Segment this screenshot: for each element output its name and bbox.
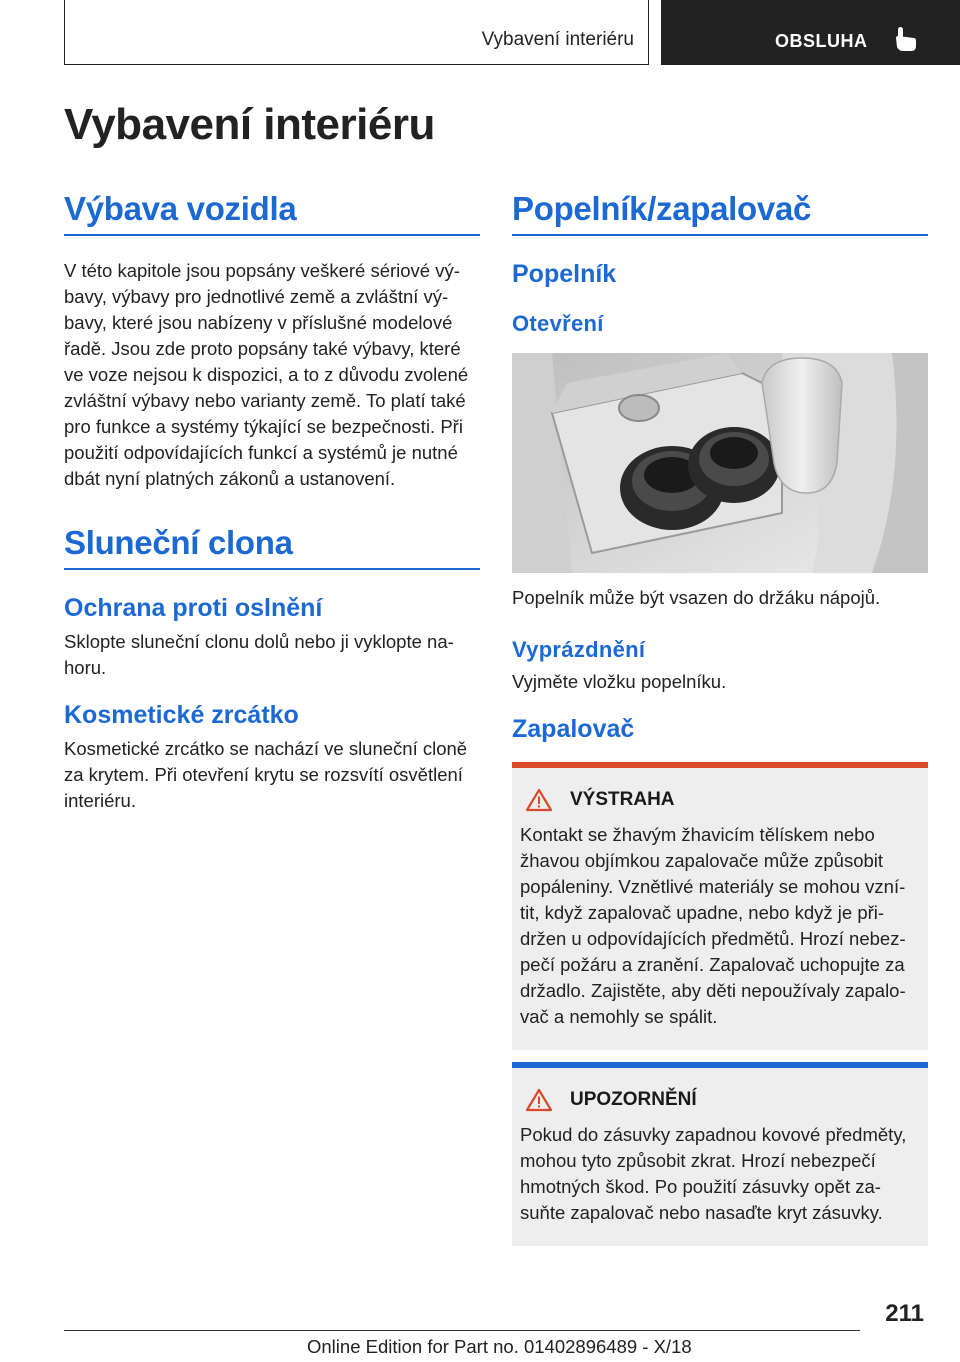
- right-column: [512, 190, 928, 1246]
- notice-text: Pokud do zásuvky zapadnou kovové předměty, mohou tyto způsobit zkrat. Hrozí nebezpečí hmotných škod. Po použití zásuvky opět za-suňte zapalovač nebo nasaďte kryt zásuvky.: [520, 1124, 907, 1223]
- section-heading-clona: Sluneční clona: [64, 524, 480, 570]
- vybava-paragraph: V této kapitole jsou popsány veškeré sériové vý-bavy, výbavy pro jednotlivé země a zvláštní vý-bavy, které jsou nabízeny v příslušné modelové řadě. Jsou zde proto popsány také výbavy, které ve voze nejsou k dispozici, a to z důvodu zvolené zvláštní výbavy nebo varianty země. To platí také pro funkce a systémy týkající se bezpečnosti. Při použití odpovídajících funkcí a systémů je nutné dbát nyní platných zákonů a ustanovení.: [64, 260, 469, 489]
- footer-rule: [64, 1330, 860, 1331]
- notice-triangle-icon: [526, 1088, 552, 1112]
- notice-label: UPOZORNĚNÍ: [570, 1089, 697, 1110]
- header-chapter-label: OBSLUHA: [775, 31, 868, 51]
- section-heading-vybava: Výbava vozidla: [64, 190, 480, 236]
- subheading-otevreni: Otevření: [512, 311, 604, 336]
- header-section-box: [64, 0, 649, 65]
- section-heading-popelnik: Popelník/zapalovač: [512, 190, 928, 236]
- footer-edition: Online Edition for Part no. 01402896489 - X/18: [307, 1336, 692, 1357]
- hand-pointer-icon: [894, 26, 918, 52]
- notice-header: [520, 1088, 920, 1112]
- subheading-zapalovac: Zapalovač: [512, 715, 635, 743]
- warning-header: [520, 788, 920, 812]
- subheading-zrcatko: Kosmetické zrcátko: [64, 701, 299, 729]
- zrcatko-paragraph: Kosmetické zrcátko se nachází ve sluneční cloně za krytem. Při otevření krytu se rozsvítí osvětlení interiéru.: [64, 738, 468, 811]
- photo-caption: Popelník může být vsazen do držáku nápojů.: [512, 587, 881, 608]
- warning-box: [512, 768, 928, 1050]
- warning-label: VÝSTRAHA: [570, 789, 675, 810]
- page-number: 211: [885, 1300, 924, 1327]
- subheading-vyprazdneni: Vyprázdnění: [512, 637, 646, 662]
- subheading-ochrana: Ochrana proti oslnění: [64, 594, 323, 622]
- warning-text: Kontakt se žhavým žhavicím tělískem nebo žhavou objímkou zapalovače může způsobit popáleniny. Vznětlivé materiály se mohou vzní-tit, když zapalovač upadne, nebo když je při-držen u odpovídajících předmětů. Hrozí nebez-pečí požáru a zranění. Zapalovač uchopujte za držadlo. Zajistěte, aby děti nepoužívaly zapalo-vač a nemohly se spálit.: [520, 824, 906, 1027]
- left-column: [64, 190, 480, 814]
- vyprazdneni-paragraph: Vyjměte vložku popelníku.: [512, 671, 727, 692]
- warning-triangle-icon: [526, 788, 552, 812]
- ashtray-photo: [512, 353, 928, 573]
- notice-box: [512, 1068, 928, 1246]
- ochrana-paragraph: Sklopte sluneční clonu dolů nebo ji vyklopte na-horu.: [64, 631, 454, 678]
- page-title: Vybavení interiéru: [64, 100, 435, 149]
- subheading-popelnik: Popelník: [512, 260, 617, 288]
- header-chapter-box: [661, 0, 960, 65]
- header-section-title: Vybavení interiéru: [481, 29, 634, 50]
